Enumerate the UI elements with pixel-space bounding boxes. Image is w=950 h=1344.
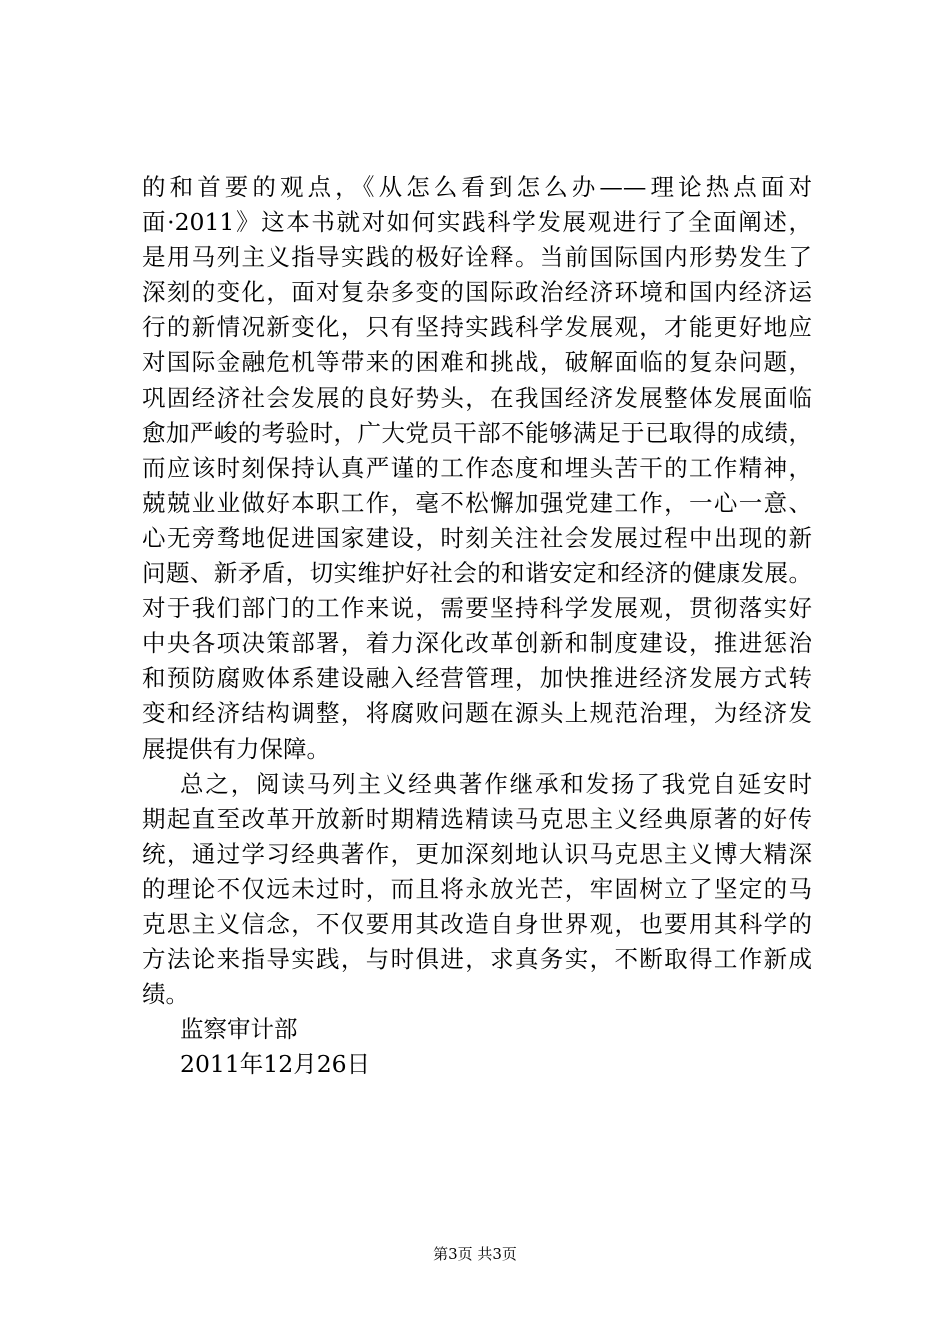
paragraph-1-line-6: 对国际金融危机等带来的困难和挑战，破解面临的复杂问题， xyxy=(142,348,812,377)
paragraph-1-line-8: 愈加严峻的考验时，广大党员干部不能够满足于已取得的成绩， xyxy=(142,418,812,447)
paragraph-2-line-4: 的理论不仅远未过时，而且将永放光芒，牢固树立了坚定的马 xyxy=(142,874,812,903)
paragraph-1-line-2: 面·2011》这本书就对如何实践科学发展观进行了全面阐述， xyxy=(142,208,812,237)
page-indicator: 第3页 共3页 xyxy=(433,1245,517,1263)
paragraph-2-line-6: 方法论来指导实践，与时俱进，求真务实，不断取得工作新成 xyxy=(142,945,812,974)
page-footer xyxy=(0,1244,950,1264)
paragraph-1-line-14: 中央各项决策部署，着力深化改革创新和制度建设，推进惩治 xyxy=(142,629,812,658)
signature-department: 监察审计部 xyxy=(180,1015,298,1044)
paragraph-1-line-13: 对于我们部门的工作来说，需要坚持科学发展观，贯彻落实好 xyxy=(142,594,812,623)
paragraph-2-line-5: 克思主义信念，不仅要用其改造自身世界观，也要用其科学的 xyxy=(142,909,812,938)
paragraph-1-line-9: 而应该时刻保持认真严谨的工作态度和埋头苦干的工作精神， xyxy=(142,453,812,482)
paragraph-1-line-15: 和预防腐败体系建设融入经营管理，加快推进经济发展方式转 xyxy=(142,664,812,693)
document-body xyxy=(142,170,812,1082)
paragraph-1-line-4: 深刻的变化，面对复杂多变的国际政治经济环境和国内经济运 xyxy=(142,278,812,307)
document-date: 2011年12月26日 xyxy=(180,1050,371,1079)
paragraph-1-line-3: 是用马列主义指导实践的极好诠释。当前国际国内形势发生了 xyxy=(142,243,812,272)
paragraph-2-line-3: 统，通过学习经典著作，更加深刻地认识马克思主义博大精深 xyxy=(142,839,812,868)
paragraph-2-line-2: 期起直至改革开放新时期精选精读马克思主义经典原著的好传 xyxy=(142,804,812,833)
paragraph-1-line-1: 的和首要的观点，《从怎么看到怎么办——理论热点面对 xyxy=(142,173,812,201)
paragraph-2-line-1: 总之，阅读马列主义经典著作继承和发扬了我党自延安时 xyxy=(180,769,812,798)
paragraph-1-line-12: 问题、新矛盾，切实维护好社会的和谐安定和经济的健康发展。 xyxy=(142,559,812,588)
paragraph-2-line-7: 绩。 xyxy=(142,980,189,1009)
paragraph-1-line-5: 行的新情况新变化，只有坚持实践科学发展观，才能更好地应 xyxy=(142,313,812,342)
paragraph-1-line-16: 变和经济结构调整，将腐败问题在源头上规范治理，为经济发 xyxy=(142,699,812,728)
paragraph-1-line-10: 兢兢业业做好本职工作，毫不松懈加强党建工作，一心一意、 xyxy=(142,488,812,517)
paragraph-1-line-7: 巩固经济社会发展的良好势头，在我国经济发展整体发展面临 xyxy=(142,383,812,412)
paragraph-1-line-11: 心无旁骛地促进国家建设，时刻关注社会发展过程中出现的新 xyxy=(142,523,812,552)
paragraph-1-line-17: 展提供有力保障。 xyxy=(142,734,330,763)
